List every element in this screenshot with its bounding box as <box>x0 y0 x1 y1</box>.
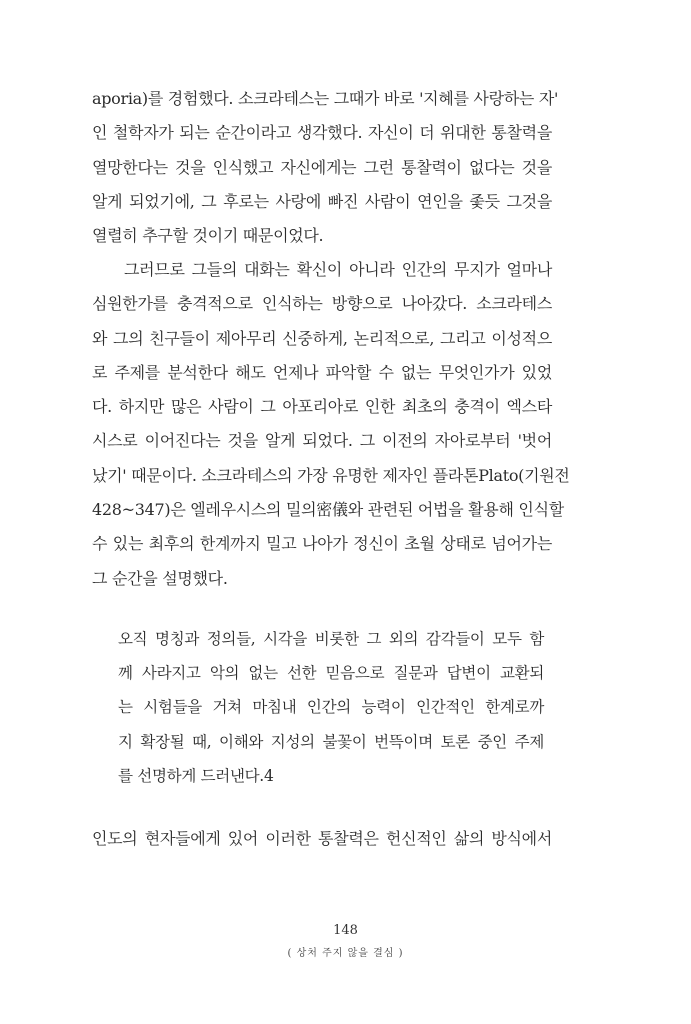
text-line: 심원한가를 충격적으로 인식하는 방향으로 나아갔다. 소크라테스 <box>92 294 552 314</box>
paragraph-1 <box>92 82 559 253</box>
paragraph-2 <box>92 253 570 596</box>
text-line: aporia)를 경험했다. 소크라테스는 그때가 바로 '지혜를 사랑하는 자' <box>92 89 559 108</box>
block-quote <box>118 622 544 793</box>
running-title: ( 상처 주지 않을 결심 ) <box>287 948 404 959</box>
text-line: 로 주제를 분석한다 해도 언제나 파악할 수 없는 무엇인가가 있었 <box>92 362 552 382</box>
text-line: 다. 하지만 많은 사람이 그 아포리아로 인한 최초의 충격이 엑스타 <box>92 397 552 417</box>
text-line: 그러므로 그들의 대화는 확신이 아니라 인간의 무지가 얼마나 <box>124 260 552 279</box>
quote-line: 는 시험들을 거쳐 마침내 인간의 능력이 인간적인 한계로까 <box>118 698 544 717</box>
text-line: 수 있는 최후의 한계까지 밀고 나아가 정신이 초월 상태로 넘어가는 <box>92 534 552 554</box>
text-line: 인도의 현자들에게 있어 이러한 통찰력은 헌신적인 삶의 방식에서 <box>92 829 552 848</box>
text-line: 났기' 때문이다. 소크라테스의 가장 유명한 제자인 플라톤Plato(기원전 <box>92 465 570 485</box>
text-line: 와 그의 친구들이 제아무리 신중하게, 논리적으로, 그리고 이성적으 <box>92 328 552 348</box>
text-line: 열망한다는 것을 인식했고 자신에게는 그런 통찰력이 없다는 것을 <box>92 157 552 177</box>
text-line: 428~347)은 엘레우시스의 밀의密儀와 관련된 어법을 활용해 인식할 <box>92 500 564 520</box>
text-line: 인 철학자가 되는 순간이라고 생각했다. 자신이 더 위대한 통찰력을 <box>92 123 552 143</box>
quote-line: 를 선명하게 드러낸다.4 <box>118 766 274 785</box>
text-line: 시스로 이어진다는 것을 알게 되었다. 그 이전의 자아로부터 '벗어 <box>92 431 552 451</box>
quote-line: 께 사라지고 악의 없는 선한 믿음으로 질문과 답변이 교환되 <box>118 664 544 683</box>
text-line: 알게 되었기에, 그 후로는 사랑에 빠진 사람이 연인을 좇듯 그것을 <box>92 191 552 211</box>
text-line: 그 순간을 설명했다. <box>92 568 228 588</box>
paragraph-3 <box>92 822 552 856</box>
quote-line: 오직 명칭과 정의들, 시각을 비롯한 그 외의 감각들이 모두 함 <box>118 630 544 648</box>
page-number: 148 <box>333 923 358 938</box>
quote-line: 지 확장될 때, 이해와 지성의 불꽃이 번뜩이며 토론 중인 주제 <box>118 732 544 751</box>
text-line: 열렬히 추구할 것이기 때문이었다. <box>92 226 324 246</box>
